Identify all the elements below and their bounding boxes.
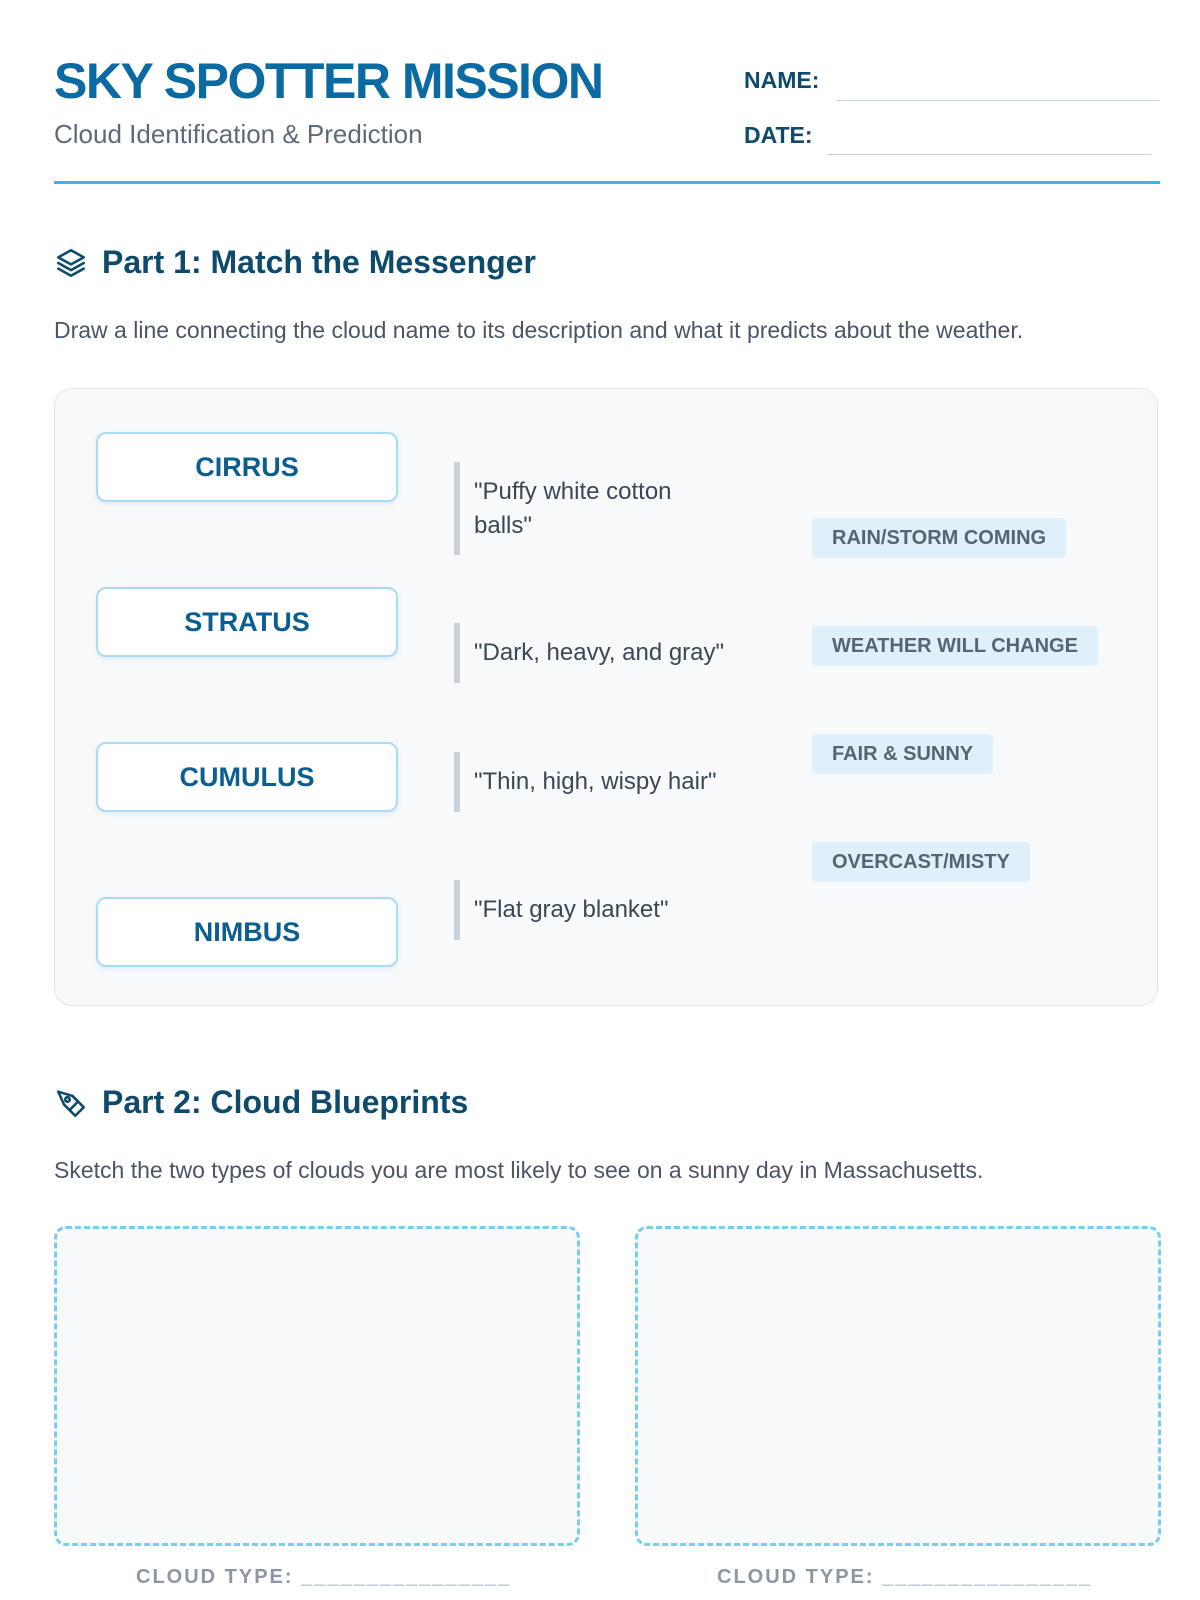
part1-heading-row	[54, 244, 536, 281]
part2-heading: Part 2: Cloud Blueprints	[102, 1084, 469, 1120]
description-puffy[interactable]: "Puffy white cotton balls"	[454, 462, 714, 555]
part2-instructions: Sketch the two types of clouds you are most likely to see on a sunny day in Massachusetts.	[54, 1157, 984, 1183]
prediction-fair-sunny[interactable]: FAIR & SUNNY	[812, 734, 993, 774]
part2-heading-row	[54, 1084, 468, 1121]
cloud-type-label-left: CLOUD TYPE: ________________	[136, 1566, 512, 1588]
pen-tool-icon	[54, 1086, 88, 1120]
description-dark[interactable]: "Dark, heavy, and gray"	[454, 623, 774, 683]
prediction-rain-storm[interactable]: RAIN/STORM COMING	[812, 518, 1066, 558]
part1-heading: Part 1: Match the Messenger	[102, 244, 536, 280]
cloud-name-cumulus[interactable]: CUMULUS	[96, 742, 398, 812]
sketch-box-left[interactable]	[54, 1226, 580, 1546]
part1-instructions: Draw a line connecting the cloud name to its description and what it predicts about the weather.	[54, 317, 1024, 343]
description-blanket[interactable]: "Flat gray blanket"	[454, 880, 774, 940]
description-wispy[interactable]: "Thin, high, wispy hair"	[454, 752, 774, 812]
name-field[interactable]	[837, 100, 1160, 101]
page-subtitle: Cloud Identification & Prediction	[54, 119, 423, 149]
cloud-name-nimbus[interactable]: NIMBUS	[96, 897, 398, 967]
layers-icon	[54, 246, 88, 280]
date-field[interactable]	[827, 154, 1151, 155]
header-divider	[54, 181, 1160, 184]
cloud-type-label-right: CLOUD TYPE: ________________	[717, 1566, 1093, 1588]
prediction-overcast-misty[interactable]: OVERCAST/MISTY	[812, 842, 1030, 882]
name-label: NAME:	[744, 67, 820, 93]
prediction-weather-change[interactable]: WEATHER WILL CHANGE	[812, 626, 1098, 666]
page-title: SKY SPOTTER MISSION	[54, 53, 603, 109]
date-label: DATE:	[744, 122, 813, 148]
cloud-name-stratus[interactable]: STRATUS	[96, 587, 398, 657]
cloud-name-cirrus[interactable]: CIRRUS	[96, 432, 398, 502]
sketch-box-right[interactable]	[635, 1226, 1161, 1546]
